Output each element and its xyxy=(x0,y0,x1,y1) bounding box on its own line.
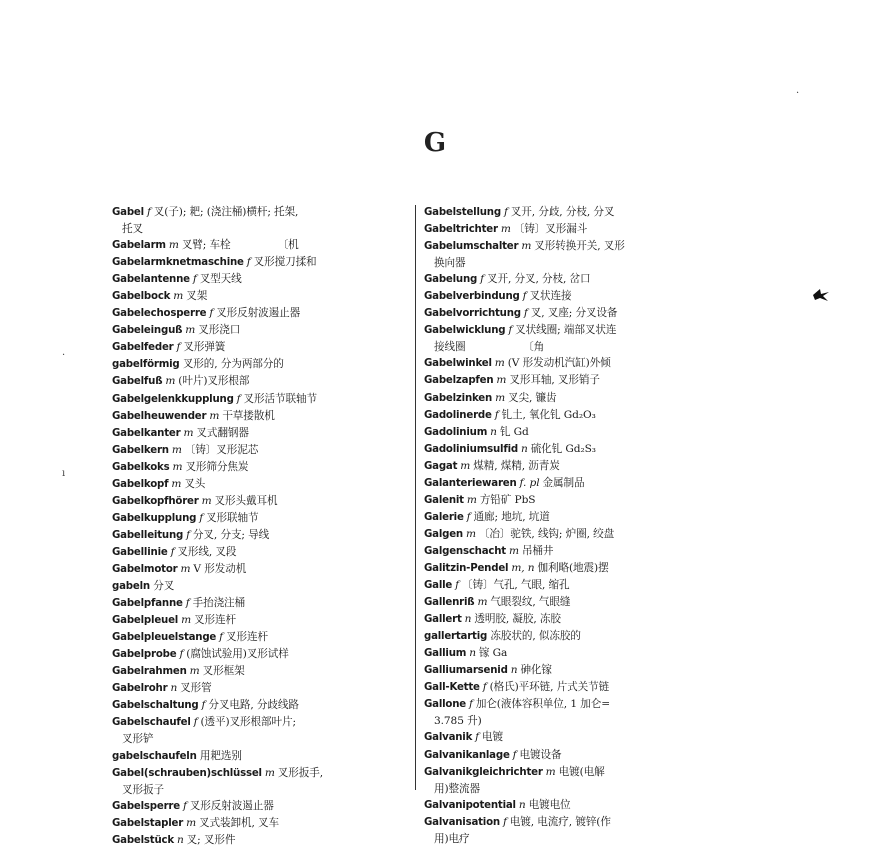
entry-headword: Galvanik xyxy=(424,732,473,744)
dictionary-entry xyxy=(112,544,412,561)
entry-headword: Gabelstellung xyxy=(424,207,501,218)
dictionary-entry xyxy=(112,663,412,680)
dictionary-entry xyxy=(112,595,412,612)
dictionary-entry xyxy=(424,441,736,458)
dictionary-entry xyxy=(424,372,736,389)
entry-definition: 叉式翻钢器 xyxy=(196,426,249,439)
moth-icon xyxy=(812,288,830,302)
dictionary-entry xyxy=(112,476,412,493)
entry-definition: 分叉, 分支; 导线 xyxy=(192,528,270,541)
dictionary-entry xyxy=(424,492,736,509)
entry-headword: Gabelvorrichtung xyxy=(424,308,521,320)
dictionary-entry xyxy=(112,373,412,390)
dictionary-entry xyxy=(112,714,412,731)
entry-definition: 叉臂; 车栓 〔机 xyxy=(181,239,299,252)
entry-headword: Gabelzinken xyxy=(424,392,493,404)
entry-definition: 钆土, 氧化钆 Gd₂O₃ xyxy=(501,408,596,421)
entry-definition: 伽利略(地震)摆 xyxy=(537,561,609,574)
entry-headword: Galerie xyxy=(424,511,464,523)
entry-grammar: f xyxy=(494,408,499,421)
dictionary-entry xyxy=(112,612,412,629)
dictionary-entry xyxy=(112,322,412,339)
dictionary-entry xyxy=(112,578,412,595)
dictionary-entry xyxy=(424,764,736,781)
entry-headword: gabelförmig xyxy=(112,359,180,371)
entry-definition: 叉尖, 镰齿 xyxy=(508,391,557,404)
dictionary-entry xyxy=(424,355,736,372)
entry-definition: 用)整流器 xyxy=(434,782,481,795)
column-divider xyxy=(415,205,416,790)
entry-definition: 叉式装卸机, 叉车 xyxy=(199,816,280,829)
entry-definition: 叉状连接 xyxy=(529,290,572,303)
entry-grammar: n xyxy=(170,682,178,695)
entry-definition: 通廊; 地坑, 坑道 xyxy=(473,510,550,523)
entry-definition: 电镀, 电流疗, 镀锌(作 xyxy=(509,815,611,828)
dictionary-entry xyxy=(424,814,736,831)
dictionary-entry xyxy=(112,731,412,747)
entry-headword: Gabelmotor xyxy=(112,563,178,575)
dictionary-entry xyxy=(424,696,736,713)
entry-definition: 钆 Gd xyxy=(499,425,529,438)
entry-headword: Gabelfuß xyxy=(112,376,163,388)
entry-grammar: m xyxy=(171,443,182,456)
dictionary-entry xyxy=(424,628,736,645)
entry-definition: 叉形扳手, xyxy=(277,766,324,779)
dictionary-entry xyxy=(424,204,736,221)
entry-headword: Gabelfeder xyxy=(112,342,174,354)
entry-headword: Galvanisation xyxy=(424,816,500,828)
entry-headword: Gabelsperre xyxy=(112,800,180,812)
entry-grammar: m xyxy=(495,391,506,404)
entry-definition: 叉形搅刀揉和 xyxy=(253,256,317,269)
entry-definition: 叉形的, 分为两部分的 xyxy=(182,358,284,371)
entry-definition: 干草搂散机 xyxy=(222,409,275,422)
entry-headword: Gabelkanter xyxy=(112,427,181,439)
dictionary-entry xyxy=(112,356,412,373)
scan-speck: · xyxy=(796,88,800,99)
entry-grammar: m xyxy=(180,562,191,575)
entry-grammar: f xyxy=(146,206,151,218)
entry-headword: Gabelarm xyxy=(112,240,166,252)
entry-headword: Gabelechosperre xyxy=(112,308,207,320)
entry-definition: 叉形头戴耳机 xyxy=(214,494,278,507)
entry-headword: Gabelrahmen xyxy=(112,666,187,678)
entry-definition: 镓 Ga xyxy=(478,647,508,660)
dictionary-entry xyxy=(424,679,736,696)
dictionary-entry xyxy=(424,611,736,628)
dictionary-entry xyxy=(112,680,412,697)
dictionary-entry xyxy=(424,339,736,355)
entry-headword: Gabelprobe xyxy=(112,649,177,661)
dictionary-entry xyxy=(424,526,736,543)
entry-grammar: f xyxy=(182,799,187,812)
entry-headword: Gabelheuwender xyxy=(112,410,207,422)
section-letter: G xyxy=(423,128,447,158)
dictionary-entry xyxy=(112,305,412,322)
entry-headword: Gallium xyxy=(424,648,467,660)
entry-headword: Galgen xyxy=(424,528,463,540)
entry-grammar: f xyxy=(193,716,198,729)
dictionary-entry xyxy=(424,407,736,424)
entry-grammar: f xyxy=(508,324,513,337)
dictionary-entry xyxy=(112,425,412,442)
entry-definition: 〔铸〕叉形泥芯 xyxy=(184,443,259,456)
entry-definition: 叉头 xyxy=(184,477,206,490)
entry-grammar: f xyxy=(246,256,251,269)
dictionary-entry xyxy=(424,543,736,560)
entry-headword: Galgenschacht xyxy=(424,545,506,557)
entry-grammar: m xyxy=(465,527,476,540)
dictionary-entry xyxy=(112,832,412,849)
entry-grammar: f xyxy=(512,748,517,761)
entry-headword: Gabelwinkel xyxy=(424,358,492,370)
entry-definition: 叉架 xyxy=(186,290,208,303)
entry-grammar: m, n xyxy=(511,561,535,574)
entry-headword: Gabelkopf xyxy=(112,478,169,490)
entry-grammar: m xyxy=(521,240,532,253)
entry-definition: 接线圈 〔角 xyxy=(434,341,545,354)
entry-grammar: f xyxy=(523,307,528,320)
dictionary-entry xyxy=(112,237,412,254)
entry-definition: (腐蚀试验用)叉形试样 xyxy=(186,648,289,661)
entry-headword: Gabelschaufel xyxy=(112,717,191,729)
entry-definition: 叉形线, 叉段 xyxy=(177,545,237,558)
dictionary-entry xyxy=(424,662,736,679)
entry-grammar: m xyxy=(185,324,196,337)
entry-headword: Gabellinie xyxy=(112,546,168,558)
entry-headword: Gabelleitung xyxy=(112,529,184,541)
dictionary-entry xyxy=(424,797,736,814)
dictionary-entry xyxy=(424,424,736,441)
entry-definition: 托叉 xyxy=(122,223,143,236)
entry-grammar: f xyxy=(502,815,507,828)
entry-headword: Gabelstapler xyxy=(112,817,184,829)
entry-grammar: m xyxy=(209,409,220,422)
entry-grammar: f xyxy=(482,681,487,694)
entry-grammar: n xyxy=(510,664,518,677)
dictionary-entry xyxy=(112,493,412,510)
entry-definition: 砷化镓 xyxy=(520,664,552,677)
entry-grammar: f xyxy=(236,392,241,405)
dictionary-entry xyxy=(424,271,736,288)
dictionary-entry xyxy=(112,527,412,544)
entry-headword: Galvanikgleichrichter xyxy=(424,766,543,778)
dictionary-entry xyxy=(424,577,736,594)
entry-headword: Gadolinerde xyxy=(424,409,492,421)
dictionary-entry xyxy=(424,594,736,611)
dictionary-entry xyxy=(424,781,736,797)
entry-headword: Gadolinium xyxy=(424,426,488,438)
entry-definition: 叉形联轴节 xyxy=(206,511,259,524)
entry-headword: Galle xyxy=(424,580,453,592)
entry-grammar: f xyxy=(480,273,484,286)
entry-grammar: f xyxy=(503,206,508,218)
dictionary-entry xyxy=(424,831,736,847)
entry-definition: 叉开, 分歧, 分枝, 分叉 xyxy=(510,206,615,218)
left-column xyxy=(112,204,412,849)
dictionary-entry xyxy=(112,782,412,798)
entry-grammar: m xyxy=(500,223,511,236)
dictionary-entry xyxy=(112,408,412,425)
dictionary-entry xyxy=(112,339,412,356)
entry-grammar: m xyxy=(189,665,200,678)
dictionary-entry xyxy=(424,221,736,238)
entry-grammar: f xyxy=(455,579,459,592)
entry-headword: Galenit xyxy=(424,494,464,506)
dictionary-entry xyxy=(112,510,412,527)
entry-definition: 叉形耳轴, 叉形销子 xyxy=(509,374,600,387)
dictionary-entry xyxy=(424,729,736,746)
entry-definition: 硫化钆 Gd₂S₃ xyxy=(530,442,596,455)
entry-headword: Gabel(schrauben)schlüssel xyxy=(112,767,262,779)
entry-grammar: m xyxy=(494,357,505,370)
dictionary-entry xyxy=(112,798,412,815)
entry-definition: 叉形连杆 xyxy=(225,631,268,644)
entry-grammar: m xyxy=(460,459,471,472)
entry-grammar: f xyxy=(179,648,184,661)
entry-grammar: f xyxy=(522,290,527,303)
entry-headword: Galitzin-Pendel xyxy=(424,562,509,574)
dictionary-entry xyxy=(424,713,736,729)
entry-headword: Gabeleinguß xyxy=(112,325,183,337)
entry-headword: Galvanipotential xyxy=(424,799,516,811)
entry-grammar: f xyxy=(185,597,190,610)
entry-definition: 叉形反射波遏止器 xyxy=(189,799,274,812)
entry-definition: 叉形弹簧 xyxy=(183,341,226,354)
entry-definition: 用耙选别 xyxy=(199,749,242,762)
entry-definition: 〔铸〕叉形漏斗 xyxy=(513,223,588,236)
entry-grammar: n xyxy=(464,613,472,626)
entry-grammar: n xyxy=(469,647,476,660)
dictionary-entry xyxy=(112,459,412,476)
entry-headword: Gabelkopfhörer xyxy=(112,495,199,507)
dictionary-entry xyxy=(424,238,736,255)
entry-headword: Gallenriß xyxy=(424,597,475,609)
entry-definition: 电镀设备 xyxy=(519,748,562,761)
entry-grammar: m xyxy=(477,596,488,609)
entry-grammar: m xyxy=(173,290,184,303)
entry-definition: (格氏)平环链, 片式关节链 xyxy=(489,681,610,694)
entry-grammar: m xyxy=(508,544,519,557)
entry-definition: 叉开, 分叉, 分枝, 岔口 xyxy=(486,273,591,286)
entry-definition: 叉形筛分焦炭 xyxy=(185,460,249,473)
dictionary-entry xyxy=(112,288,412,305)
dictionary-entry xyxy=(112,815,412,832)
entry-grammar: m xyxy=(168,239,179,252)
entry-definition: 分叉 xyxy=(153,580,175,593)
dictionary-entry xyxy=(424,322,736,339)
entry-definition: 叉形扳子 xyxy=(122,783,164,796)
entry-definition: 叉形框架 xyxy=(202,665,245,678)
entry-grammar: m xyxy=(183,426,194,439)
entry-definition: 叉状线圈; 端部叉状连 xyxy=(515,324,617,337)
entry-definition: 加仑(液体容积单位, 1 加仑= xyxy=(475,698,611,711)
entry-grammar: n xyxy=(518,798,526,811)
entry-headword: Gabelpleuelstange xyxy=(112,632,217,644)
dictionary-entry xyxy=(424,255,736,271)
entry-definition: 电镀(电解 xyxy=(558,765,605,778)
entry-headword: Gallert xyxy=(424,614,462,626)
entry-definition: 分叉电路, 分歧线路 xyxy=(208,699,299,712)
entry-definition: 叉形连杆 xyxy=(194,614,237,627)
entry-headword: gabelschaufeln xyxy=(112,750,197,762)
entry-definition: 手抬浇注桶 xyxy=(192,597,246,610)
entry-headword: Gabelzapfen xyxy=(424,375,494,387)
scan-speck: ı xyxy=(62,468,66,479)
entry-grammar: m xyxy=(165,375,176,388)
dictionary-entry xyxy=(112,561,412,578)
dictionary-entry xyxy=(112,629,412,646)
entry-grammar: m xyxy=(186,816,197,829)
entry-headword: Galvanikanlage xyxy=(424,749,510,761)
entry-definition: 叉形浇口 xyxy=(198,324,241,337)
entry-headword: Gabelpfanne xyxy=(112,598,183,610)
entry-grammar: f xyxy=(209,307,214,320)
entry-headword: Gabelumschalter xyxy=(424,241,519,253)
dictionary-entry xyxy=(424,288,736,305)
dictionary-entry xyxy=(424,560,736,577)
entry-grammar: f xyxy=(176,341,181,354)
entry-grammar: f xyxy=(199,511,204,524)
entry-definition: 冻胶状的, 似冻胶的 xyxy=(490,630,581,643)
entry-headword: Gabelwicklung xyxy=(424,325,506,337)
dictionary-entry xyxy=(424,645,736,662)
entry-definition: 〔冶〕驼铁, 线钩; 炉圈, 绞盘 xyxy=(478,527,615,540)
entry-headword: Gabelkupplung xyxy=(112,512,197,524)
entry-definition: 叉, 叉座; 分叉设备 xyxy=(530,307,618,320)
entry-definition: 叉型天线 xyxy=(199,273,242,286)
entry-grammar: f xyxy=(201,699,206,712)
entry-definition: 叉形转换开关, 叉形 xyxy=(534,240,625,253)
entry-definition: 叉(子); 耙; (浇注桶)横杆; 托架, xyxy=(153,206,299,218)
entry-grammar: f xyxy=(186,528,190,541)
dictionary-entry xyxy=(424,509,736,526)
entry-headword: gabeln xyxy=(112,581,150,593)
entry-headword: Gadoliniumsulfid xyxy=(424,443,518,455)
entry-definition: 吊桶井 xyxy=(521,544,554,557)
entry-headword: Gabelpleuel xyxy=(112,615,179,627)
entry-definition: V 形发动机 xyxy=(193,562,247,575)
entry-grammar: m xyxy=(171,477,182,490)
dictionary-entry xyxy=(424,390,736,407)
dictionary-entry xyxy=(112,221,412,237)
right-column xyxy=(424,204,736,847)
entry-grammar: m xyxy=(496,374,507,387)
entry-headword: Gabelkoks xyxy=(112,461,170,473)
entry-definition: 方铅矿 PbS xyxy=(479,493,536,506)
entry-definition: 电镀 xyxy=(482,731,503,744)
entry-definition: 叉形反射波遏止器 xyxy=(216,307,301,320)
entry-definition: 透明胶, 凝胶, 冻胶 xyxy=(474,613,561,626)
entry-grammar: n xyxy=(176,833,184,846)
entry-definition: 叉形活节联轴节 xyxy=(243,392,317,405)
entry-headword: Gall-Kette xyxy=(424,682,480,694)
entry-grammar: m xyxy=(264,766,275,779)
entry-grammar: n xyxy=(520,442,528,455)
entry-definition: (叶片)叉形根部 xyxy=(178,375,250,388)
entry-definition: 叉形管 xyxy=(180,682,212,695)
entry-grammar: m xyxy=(201,494,212,507)
entry-definition: 叉形铲 xyxy=(122,733,154,746)
entry-headword: Gabelantenne xyxy=(112,274,190,286)
dictionary-entry xyxy=(112,254,412,271)
scan-speck: · xyxy=(62,350,66,361)
dictionary-entry xyxy=(424,747,736,764)
entry-definition: 电镀电位 xyxy=(528,798,571,811)
entry-headword: Gabelung xyxy=(424,274,478,286)
entry-definition: 换向器 xyxy=(434,257,466,270)
dictionary-entry xyxy=(112,748,412,765)
entry-definition: 〔铸〕气孔, 气眼, 缩孔 xyxy=(461,579,570,592)
entry-definition: 煤精, 煤精, 沥青炭 xyxy=(473,459,560,472)
entry-headword: Galliumarsenid xyxy=(424,665,508,677)
entry-definition: 叉; 叉形件 xyxy=(186,833,236,846)
entry-grammar: f xyxy=(219,631,223,644)
entry-grammar: f xyxy=(170,545,175,558)
entry-headword: Gabelverbindung xyxy=(424,291,520,303)
entry-grammar: n xyxy=(490,425,497,438)
dictionary-entry xyxy=(112,271,412,288)
entry-grammar: m xyxy=(181,614,192,627)
entry-definition: 金属制品 xyxy=(542,476,585,489)
entry-headword: Gabelrohr xyxy=(112,683,168,695)
entry-grammar: m xyxy=(172,460,183,473)
entry-definition: (V 形发动机汽缸)外倾 xyxy=(507,357,611,370)
entry-headword: Gabelbock xyxy=(112,291,171,303)
dictionary-entry xyxy=(424,305,736,322)
entry-grammar: m xyxy=(466,493,477,506)
entry-headword: Gabel xyxy=(112,207,144,218)
entry-definition: (透平)叉形根部叶片; xyxy=(200,716,296,729)
entry-headword: gallertartig xyxy=(424,631,488,643)
dictionary-entry xyxy=(112,646,412,663)
entry-headword: Gabelgelenkkupplung xyxy=(112,393,234,405)
dictionary-entry xyxy=(112,442,412,459)
entry-headword: Gabelarmknetmaschine xyxy=(112,257,244,269)
entry-headword: Gabelkern xyxy=(112,444,169,456)
entry-headword: Gabelschaltung xyxy=(112,700,199,712)
entry-definition: 用)电疗 xyxy=(434,832,470,845)
entry-headword: Galanteriewaren xyxy=(424,477,517,489)
entry-headword: Gabelstück xyxy=(112,834,174,846)
entry-grammar: f xyxy=(466,510,471,523)
entry-headword: Gabeltrichter xyxy=(424,224,498,236)
entry-headword: Gallone xyxy=(424,699,466,711)
dictionary-entry xyxy=(424,458,736,475)
dictionary-entry xyxy=(112,391,412,408)
dictionary-entry xyxy=(112,765,412,782)
entry-grammar: m xyxy=(545,765,556,778)
dictionary-entry xyxy=(424,475,736,492)
dictionary-entry xyxy=(112,204,412,221)
entry-grammar: f xyxy=(475,731,479,744)
entry-headword: Gagat xyxy=(424,460,458,472)
entry-grammar: f xyxy=(468,698,473,711)
entry-definition: 气眼裂纹, 气眼缝 xyxy=(490,596,571,609)
entry-grammar: f xyxy=(192,273,197,286)
entry-definition: 3.785 升) xyxy=(434,715,482,728)
dictionary-entry xyxy=(112,697,412,714)
entry-grammar: f. pl xyxy=(519,476,540,489)
